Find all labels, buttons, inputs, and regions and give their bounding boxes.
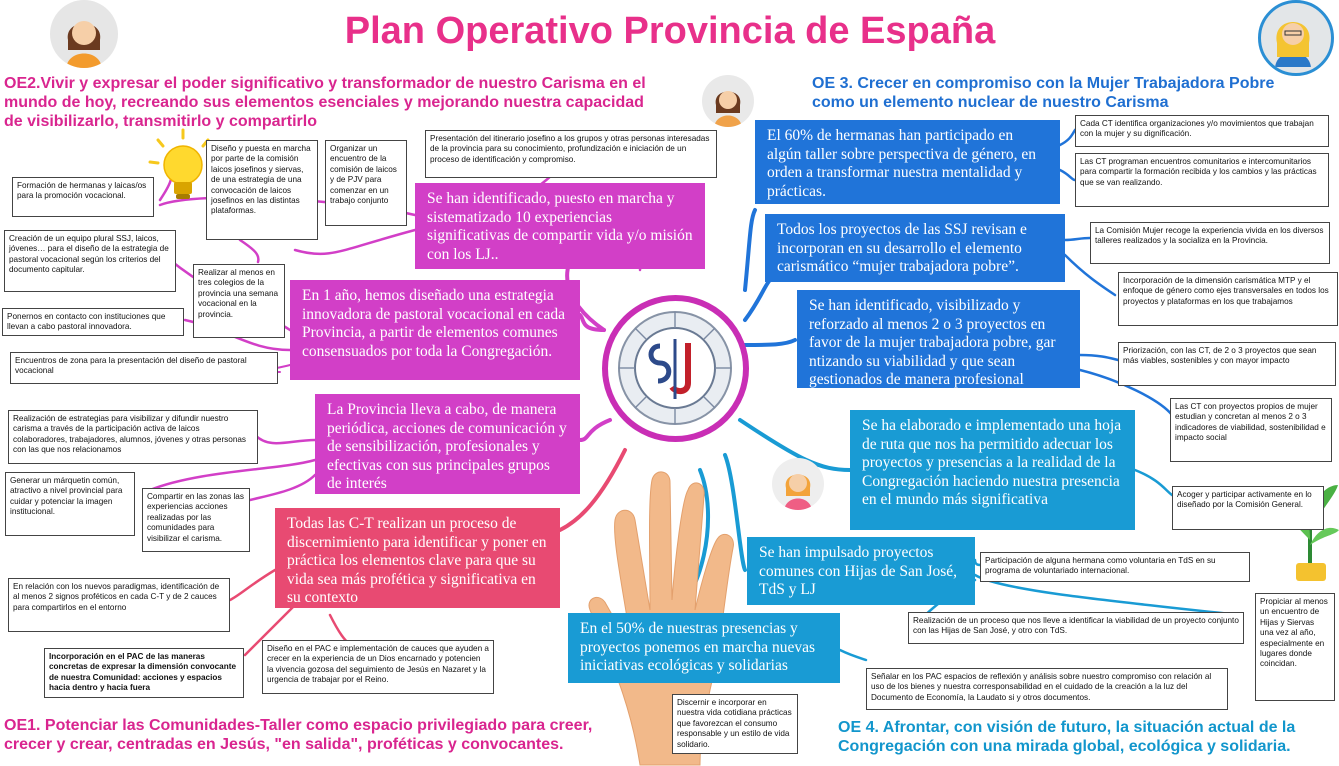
action-box-encuentro-hijas-siervas: Propiciar al menos un encuentro de Hijas y Siervas una vez al año, especialmente en lugares donde coincidan. (1255, 593, 1335, 701)
goal-box-comunicacion: La Provincia lleva a cabo, de manera periódica, acciones de comunicación y de sensibilización, profesionales y efectivas con sus principales grupos de interés (315, 394, 580, 494)
goal-box-mujer-trabajadora: Todos los proyectos de las SSJ revisan e incorporan en su desarrollo el elemento carismático “mujer trabajadora pobre”. (765, 214, 1065, 282)
action-box-encuentros-comunitarios: Las CT programan encuentros comunitarios e intercomunitarios para compartir la formación recibida y los cambios y las prácticas que se van realizando. (1075, 153, 1329, 207)
action-box-encuentro-comision: Organizar un encuentro de la comisión de laicos y de PJV para comenzar en un trabajo conjunto (325, 140, 407, 226)
action-box-semana-vocacional: Realizar al menos en tres colegios de la provincia una semana vocacional en la provincia. (193, 264, 285, 338)
action-box-uso-bienes: Señalar en los PAC espacios de reflexión y análisis sobre nuestro compromiso con relación al uso de los bienes y nuestra corresponsabilidad en el cuidado de la creación a la luz del Documento de Economía, la Laudato si y otros documentos. (866, 668, 1228, 710)
action-box-compartir-zonas: Compartir en las zonas las experiencias acciones realizadas por las comunidades para visibilizar el carisma. (142, 488, 250, 552)
woman-avatar-icon (772, 458, 824, 510)
goal-box-experiencias: Se han identificado, puesto en marcha y sistematizado 10 experiencias significativas de compartir vida y/o misión con los LJ.. (415, 183, 705, 269)
goal-box-proyectos-comunes: Se han impulsado proyectos comunes con Hijas de San José, TdS y LJ (747, 537, 975, 605)
page-title: Plan Operativo Provincia de España (344, 10, 996, 52)
action-box-formacion: Formación de hermanas y laicas/os para la promoción vocacional. (12, 177, 154, 217)
congregation-emblem-icon (602, 295, 749, 442)
action-box-priorizacion: Priorización, con las CT, de 2 o 3 proyectos que sean más viables, sostenibles y con mayor impacto (1118, 342, 1336, 386)
objective-oe3: OE 3. Crecer en compromiso con la Mujer Trabajadora Pobre como un elemento nuclear de nuestro Carisma (812, 75, 1275, 111)
objective-oe4: OE 4. Afrontar, con visión de futuro, la situación actual de la Congregación con una mirada global, ecológica y solidaria. (838, 719, 1296, 755)
action-box-instituciones: Ponernos en contacto con instituciones que llevan a cabo pastoral innovadora. (2, 308, 184, 336)
goal-box-proyectos-mujer: Se han identificado, visibilizado y reforzado al menos 2 o 3 proyectos en favor de la mujer trabajadora pobre, gar ntizando su viabilidad y que sean gestionados de manera profesional (797, 290, 1080, 388)
goal-box-discernimiento: Todas las C-T realizan un proceso de discernimiento para identificar y poner en práctica los elementos clave para que su vida sea más profética y significativa en su contexto (275, 508, 560, 608)
action-box-organizaciones-mujer: Cada CT identifica organizaciones y/o movimientos que trabajan con la mujer y su dignificación. (1075, 115, 1329, 147)
objective-oe1: OE1. Potenciar las Comunidades-Taller como espacio privilegiado para creer, crecer y crear, centradas en Jesús, "en salida", proféticas y convocantes. (4, 717, 593, 753)
woman-avatar-icon (702, 75, 754, 127)
action-box-comision-laicos: Diseño y puesta en marcha por parte de la comisión laicos josefinos y siervas, de una estrategia de una convocación de laicos josefinos en las distintas plataformas. (206, 140, 318, 240)
woman-avatar-icon (50, 0, 118, 68)
goal-box-pastoral-vocacional: En 1 año, hemos diseñado una estrategia innovadora de pastoral vocacional en cada Provincia, a partir de elementos comunes consensuados por toda la Congregación. (290, 280, 580, 380)
goal-box-hoja-de-ruta: Se ha elaborado e implementado una hoja de ruta que nos ha permitido adecuar los proyectos y presencias a la realidad de la Congregación haciendo nuestra presencia en el mundo más significativa (850, 410, 1135, 530)
action-box-voluntariado: Participación de alguna hermana como voluntaria en TdS en su programa de voluntariado internacional. (980, 552, 1250, 582)
action-box-equipo-plural: Creación de un equipo plural SSJ, laicos, jóvenes… para el diseño de la estrategia de pastoral vocacional según los criterios del documento capitular. (4, 230, 176, 292)
action-box-dimension-convocante: Incorporación en el PAC de las maneras concretas de expresar la dimensión convocante de nuestra Comunidad: acciones y espacios hacia dentro y hacia fuera (44, 648, 244, 698)
action-box-consumo-responsable: Discernir e incorporar en nuestra vida cotidiana prácticas que favorezcan el consumo responsable y un estilo de vida solidario. (672, 694, 798, 754)
action-box-proyecto-conjunto: Realización de un proceso que nos lleve a identificar la viabilidad de un proyecto conjunto con las Hijas de San José, y otro con TdS. (908, 612, 1244, 644)
action-box-estrategias-visibilizar: Realización de estrategias para visibilizar y difundir nuestro carisma a través de la participación activa de laicos colaboradores, trabajadores, alumnos, jóvenes y otras personas con las que nos relacionamos (8, 410, 258, 464)
goal-box-iniciativas-ecologicas: En el 50% de nuestras presencias y proyectos ponemos en marcha nuevas iniciativas ecológicas y solidarias (568, 613, 840, 683)
goal-box-perspectiva-genero: El 60% de hermanas han participado en algún taller sobre perspectiva de género, en orden a transformar nuestra mentalidad y prácticas. (755, 120, 1060, 204)
action-box-indicadores: Las CT con proyectos propios de mujer estudian y concretan al menos 2 o 3 indicadores de viabilidad, sostenibilidad e impacto social (1170, 398, 1332, 462)
action-box-encuentros-zona: Encuentros de zona para la presentación del diseño de pastoral vocacional (10, 352, 278, 384)
action-box-comision-mujer: La Comisión Mujer recoge la experiencia vivida en los diversos talleres realizados y la socializa en la Provincia. (1090, 222, 1330, 264)
woman-avatar-icon (1258, 0, 1334, 76)
objective-oe2: OE2.Vivir y expresar el poder significativo y transformador de nuestro Carisma en el mundo de hoy, recreando sus elementos esenciales y mejorando nuestra capacidad de visibilizarlo, transmitirlo y compartirlo (4, 75, 646, 130)
action-box-itinerario-josefino: Presentación del itinerario josefino a los grupos y otras personas interesadas de la provincia para su conocimiento, profundización e iniciación de un proceso de identificación y compromiso. (425, 130, 717, 178)
action-box-signos-profeticos: En relación con los nuevos paradigmas, identificación de al menos 2 signos proféticos en cada C-T y de 2 cauces para compartirlos en el entorno (8, 578, 230, 632)
action-box-comision-general: Acoger y participar activamente en lo diseñado por la Comisión General. (1172, 486, 1324, 530)
action-box-marquetin: Generar un márquetin común, atractivo a nivel provincial para cuidar y potenciar la imagen institucional. (5, 472, 135, 536)
action-box-cauces-pac: Diseño en el PAC e implementación de cauces que ayuden a crecer en la experiencia de un Dios encarnado y potencien la vivencia gozosa del seguimiento de Jesús en Nazaret y la urgencia de trabajar por el Reino. (262, 640, 494, 694)
action-box-dimension-mtp: Incorporación de la dimensión carismática MTP y el enfoque de género como ejes transversales en todos los proyectos y plataformas en los que trabajamos (1118, 272, 1338, 326)
